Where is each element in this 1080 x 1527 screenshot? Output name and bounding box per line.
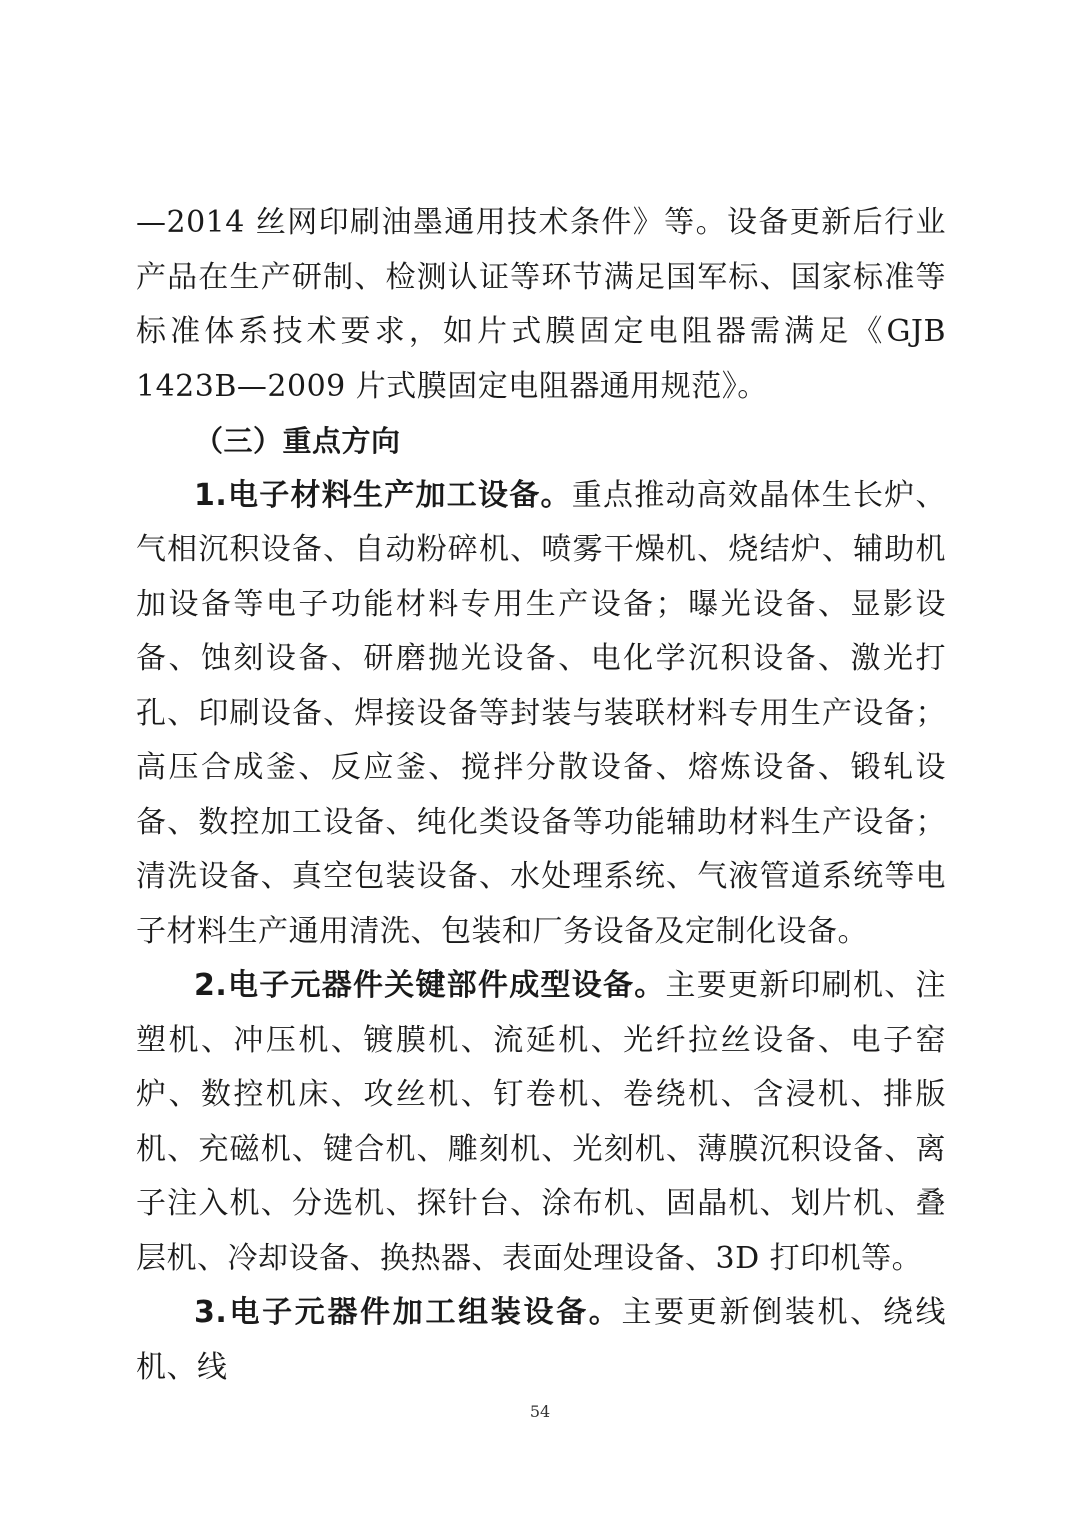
paragraph-item-3 [136, 1286, 946, 1395]
section-heading: （三）重点方向 [194, 424, 401, 458]
paragraph-item-1 [136, 469, 946, 960]
paragraph-item-2 [136, 959, 946, 1286]
item-1-title: 1.电子材料生产加工设备。 [194, 477, 572, 513]
item-1-body: 重点推动高效晶体生长炉、气相沉积设备、自动粉碎机、喷雾干燥机、烧结炉、辅助机加设备等电子功能材料专用生产设备；曝光设备、显影设备、蚀刻设备、研磨抛光设备、电化学沉积设备、激光打孔、印刷设备、焊接设备等封装与装联材料专用生产设备；高压合成釜、反应釜、搅拌分散设备、熔炼设备、锻轧设备、数控加工设备、纯化类设备等功能辅助材料生产设备；清洗设备、真空包装设备、水处理系统、气液管道系统等电子材料生产通用清洗、包装和厂务设备及定制化设备。 [136, 477, 947, 949]
paragraph-continuation: —2014 丝网印刷油墨通用技术条件》等。设备更新后行业产品在生产研制、检测认证等环节满足国军标、国家标准等标准体系技术要求，如片式膜固定电阻器需满足《GJB 1423B—2009 片式膜固定电阻器通用规范》。 [136, 205, 946, 404]
item-3-title: 3.电子元器件加工组装设备。 [194, 1295, 622, 1330]
item-2-body: 主要更新印刷机、注塑机、冲压机、镀膜机、流延机、光纤拉丝设备、电子窑炉、数控机床、攻丝机、钉卷机、卷绕机、含浸机、排版机、充磁机、键合机、雕刻机、光刻机、薄膜沉积设备、离子注入机、分选机、探针台、涂布机、固晶机、划片机、叠层机、冷却设备、换热器、表面处理设备、3D 打印机等。 [136, 968, 946, 1276]
item-2-title: 2.电子元器件关键部件成型设备。 [194, 968, 666, 1003]
item-3-body: 主要更新倒装机、绕线机、线 [136, 1295, 946, 1385]
body-text [136, 196, 946, 1395]
page-number: 54 [529, 1402, 551, 1421]
